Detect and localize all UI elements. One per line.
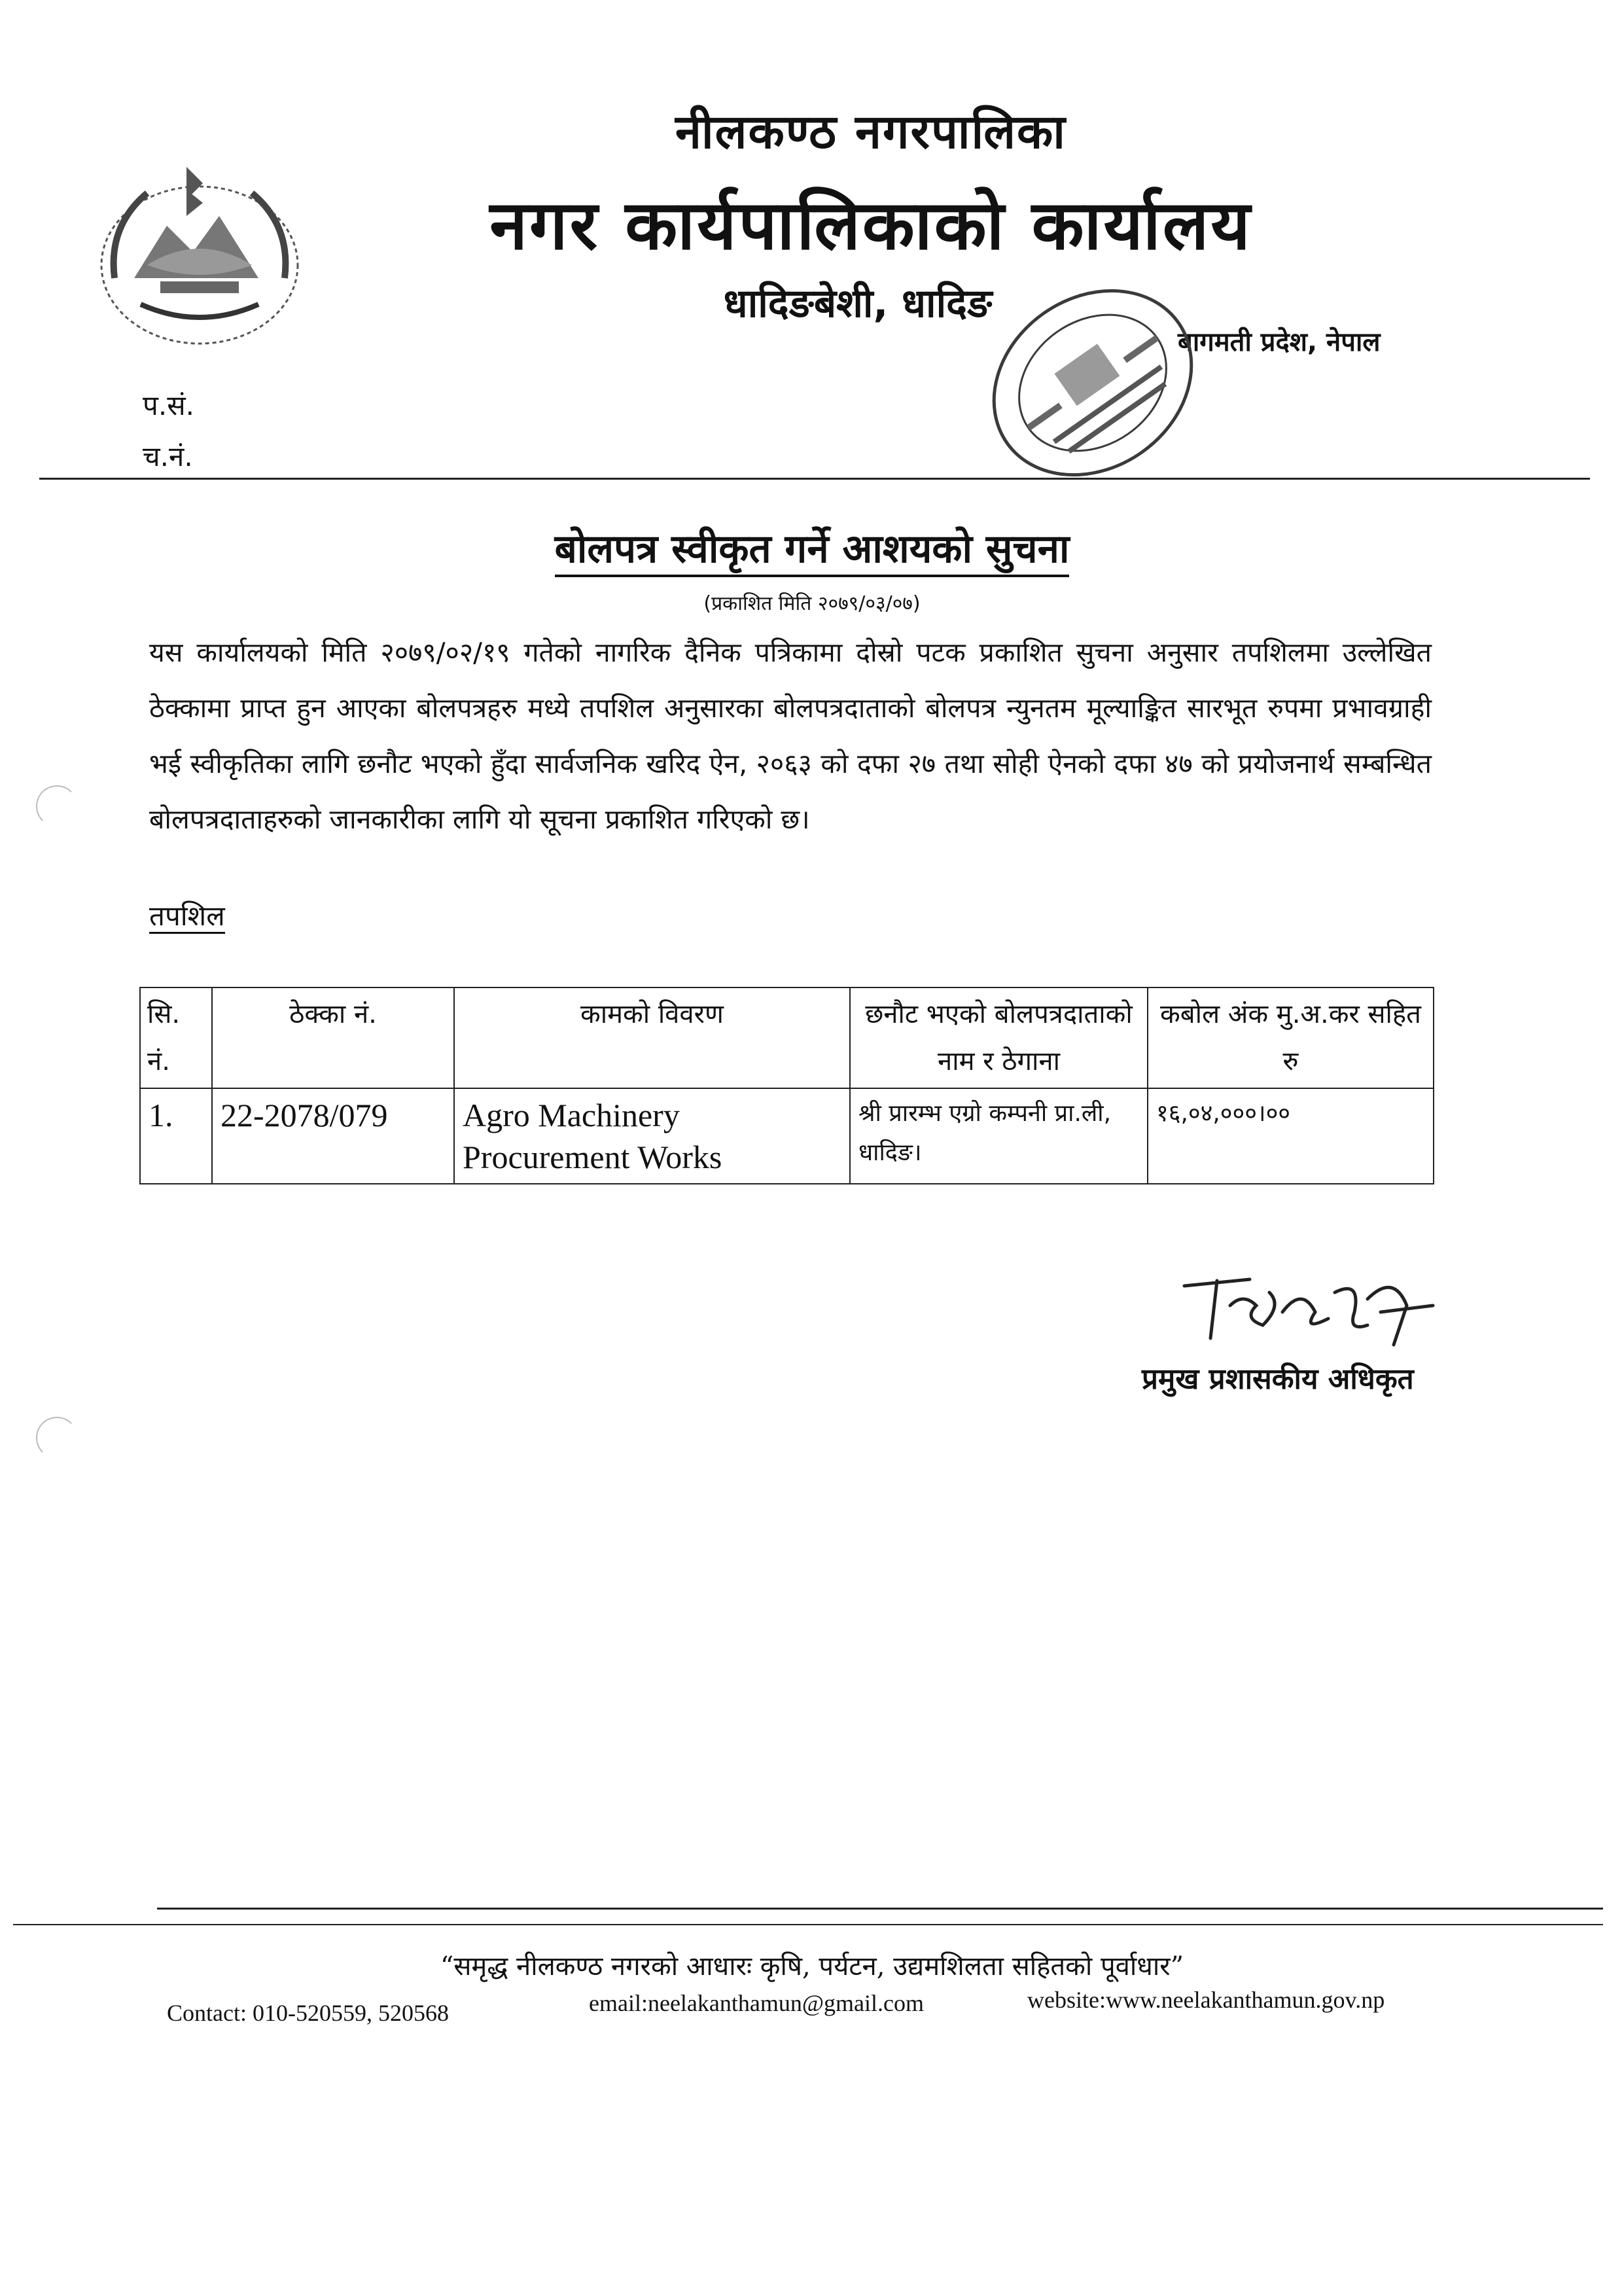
cell-contract-no: 22-2078/079 — [212, 1088, 454, 1184]
table-row — [140, 1088, 1434, 1184]
dispatch-number-label: च.नं. — [143, 440, 193, 472]
schedule-label: तपशिल — [149, 897, 225, 934]
footer-email: email:neelakanthamun@gmail.com — [589, 1990, 924, 2016]
footer-divider — [157, 1908, 1603, 1910]
footer-divider — [13, 1924, 1603, 1925]
table-header-row — [140, 987, 1434, 1088]
office-name: नगर कार्यपालिकाको कार्यालय — [489, 185, 1252, 265]
col-header-amount: कबोल अंक मु.अ.कर सहित रु — [1148, 987, 1434, 1088]
col-header-contract-no: ठेक्का नं. — [212, 987, 454, 1088]
cell-sn: 1. — [140, 1088, 212, 1184]
col-header-description: कामको विवरण — [454, 987, 850, 1088]
footer-website: website:www.neelakanthamun.gov.np — [1027, 1987, 1385, 2013]
cell-description: Agro Machinery Procurement Works — [454, 1088, 850, 1184]
punch-hole-mark — [36, 1417, 78, 1459]
tender-table — [139, 987, 1434, 1184]
header-divider — [39, 478, 1590, 480]
col-header-bidder: छनौट भएको बोलपत्रदाताको नाम र ठेगाना — [850, 987, 1148, 1088]
cell-bidder: श्री प्रारम्भ एग्रो कम्पनी प्रा.ली, धादिङ। — [850, 1088, 1148, 1184]
municipality-name: नीलकण्ठ नगरपालिका — [675, 104, 1067, 159]
published-date: (प्रकाशित मिति २०७९/०३/०७) — [703, 592, 921, 615]
signatory-title: प्रमुख प्रशासकीय अधिकृत — [1142, 1362, 1414, 1396]
handwritten-signature — [1171, 1266, 1446, 1351]
notice-body: यस कार्यालयको मिति २०७९/०२/१९ गतेको नागरिक दैनिक पत्रिकामा दोस्रो पटक प्रकाशित सुचना अनुसार तपशिलमा उल्लेखित ठेक्कामा प्राप्त हुन आएका बोलपत्रहरु मध्ये तपशिल अनुसारका बोलपत्रदाताको बोलपत्र न्युनतम मूल्याङ्कित सारभूत रुपमा प्रभावग्राही भई स्वीकृतिका लागि छनौट भएको हुँदा सार्वजनिक खरिद ऐन, २०६३ को दफा २७ तथा सोही ऐनको दफा ४७ को प्रयोजनार्थ सम्बन्धित बोलपत्रदाताहरुको जानकारीका लागि यो सूचना प्रकाशित गरिएको छ। — [149, 637, 1432, 835]
reference-number-label: प.सं. — [143, 389, 194, 421]
office-seal-stamp — [975, 275, 1210, 491]
office-address: धादिङबेशी, धादिङ — [723, 281, 993, 327]
col-header-sn: सि. नं. — [140, 987, 212, 1088]
notice-title: बोलपत्र स्वीकृत गर्ने आशयको सुचना — [0, 520, 1624, 574]
punch-hole-mark — [36, 785, 78, 827]
cell-amount: १६,०४,०००।०० — [1148, 1088, 1434, 1184]
footer-motto: “समृद्ध नीलकण्ठ नगरको आधारः कृषि, पर्यटन, उद्यमशिलता सहितको पूर्वाधार” — [440, 1951, 1184, 1982]
province-name: बागमती प्रदेश, नेपाल — [1178, 327, 1381, 357]
footer-contact: Contact: 010-520559, 520568 — [167, 2000, 449, 2026]
